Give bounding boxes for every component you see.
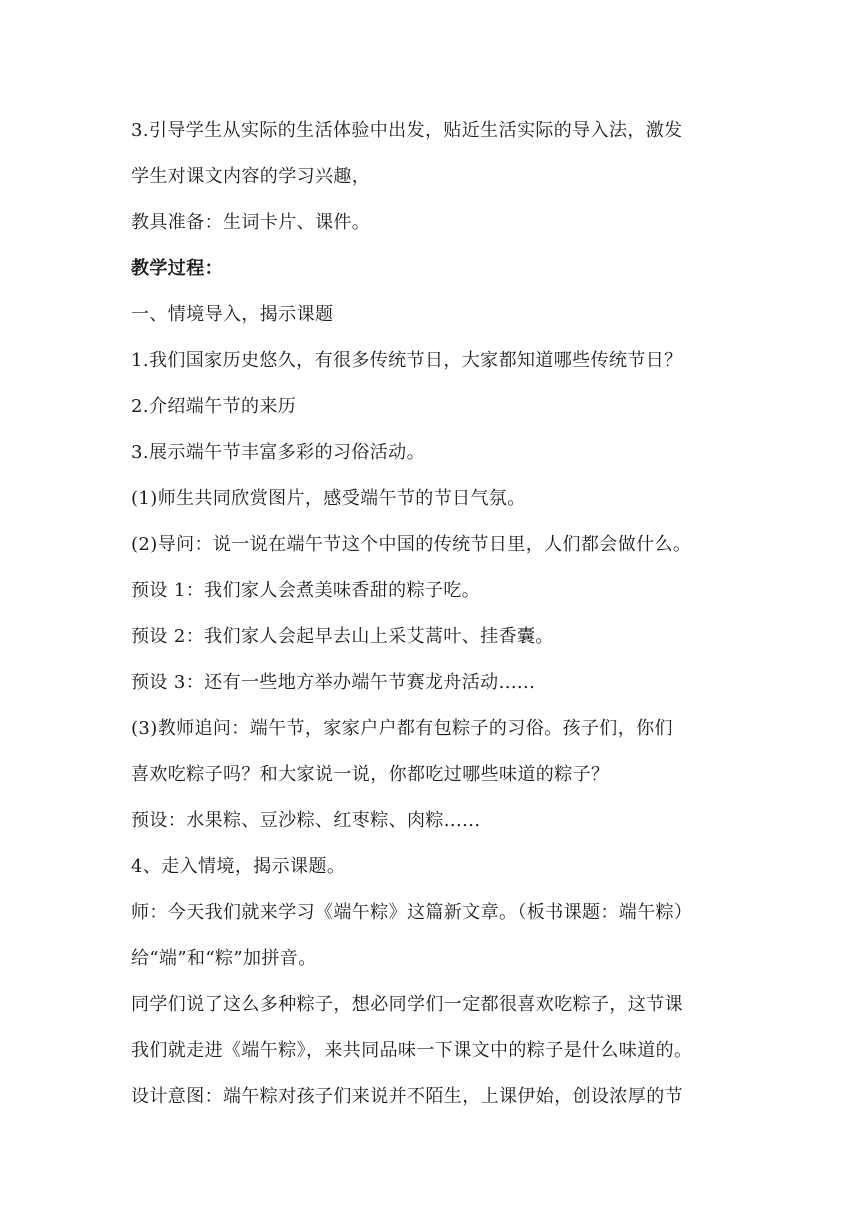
paragraph-line: 预设 1：我们家人会煮美味香甜的粽子吃。 bbox=[131, 580, 481, 601]
paragraph-line: 4、走入情境，揭示课题。 bbox=[131, 856, 346, 877]
paragraph-line: 师：今天我们就来学习《端午粽》这篇新文章。（板书课题：端午粽） bbox=[131, 902, 693, 923]
paragraph-line: 给“端”和“粽”加拼音。 bbox=[131, 948, 317, 969]
document-page bbox=[131, 108, 737, 1120]
paragraph-line: 学生对课文内容的学习兴趣， bbox=[131, 166, 371, 187]
paragraph-line: (2)导问：说一说在端午节这个中国的传统节日里，人们都会做什么。 bbox=[131, 534, 692, 555]
paragraph-line: (1)师生共同欣赏图片，感受端午节的节日气氛。 bbox=[131, 488, 526, 509]
paragraph-line: 设计意图：端午粽对孩子们来说并不陌生，上课伊始，创设浓厚的节 bbox=[131, 1086, 683, 1107]
subsection-heading: 一、情境导入，揭示课题 bbox=[131, 304, 334, 325]
paragraph-line: 3.展示端午节丰富多彩的习俗活动。 bbox=[131, 442, 425, 463]
paragraph-line: 同学们说了这么多种粽子，想必同学们一定都很喜欢吃粽子，这节课 bbox=[131, 994, 683, 1015]
paragraph-line: 我们就走进《端午粽》，来共同品味一下课文中的粽子是什么味道的。 bbox=[131, 1040, 693, 1061]
paragraph-line: 3.引导学生从实际的生活体验中出发，贴近生活实际的导入法，激发 bbox=[131, 120, 683, 141]
section-heading: 教学过程： bbox=[131, 258, 223, 279]
paragraph-line: 预设 3：还有一些地方举办端午节赛龙舟活动...... bbox=[131, 672, 536, 693]
paragraph-line: 2.介绍端午节的来历 bbox=[131, 396, 297, 417]
paragraph-line: 1.我们国家历史悠久，有很多传统节日，大家都知道哪些传统节日？ bbox=[131, 350, 683, 371]
paragraph-line: 预设：水果粽、豆沙粽、红枣粽、肉粽...... bbox=[131, 810, 481, 831]
paragraph-line: 喜欢吃粽子吗？和大家说一说，你都吃过哪些味道的粽子？ bbox=[131, 764, 610, 785]
paragraph-line: 教具准备：生词卡片、课件。 bbox=[131, 212, 371, 233]
paragraph-line: 预设 2：我们家人会起早去山上采艾蒿叶、挂香囊。 bbox=[131, 626, 554, 647]
paragraph-line: (3)教师追问：端午节，家家户户都有包粽子的习俗。孩子们，你们 bbox=[131, 718, 673, 739]
